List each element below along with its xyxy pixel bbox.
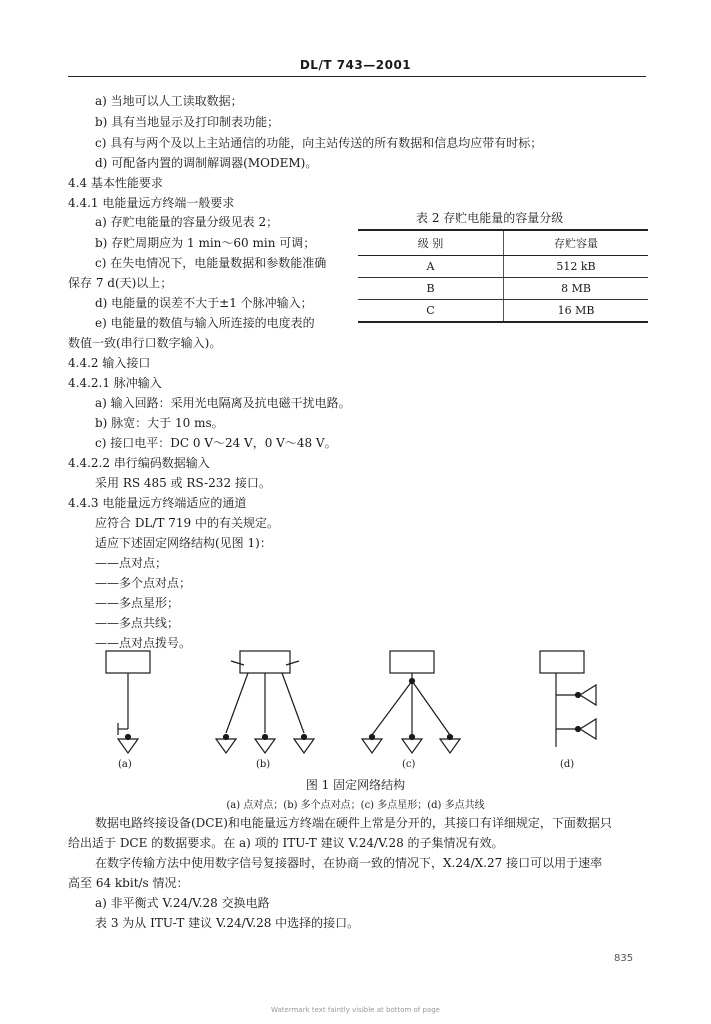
- unbalanced-circuit-item: a) 非平衡式 V.24/V.28 交换电路: [95, 896, 270, 910]
- dce-paragraph-line1: 数据电路终接设备(DCE)和电能量远方终端在硬件上常是分开的，其接口有详细规定，下面数据只: [95, 816, 612, 830]
- table-2-caption: 表 2 存贮电能量的容量分级: [416, 211, 564, 225]
- terminal-icon: [255, 739, 275, 753]
- section-4-4-2-1-heading: 4.4.2.1 脉冲输入: [68, 376, 162, 390]
- item-c-powerloss-cont: 保存 7 d(天)以上；: [68, 276, 173, 290]
- page-number: 835: [614, 953, 634, 964]
- diagram-c-multi-point-star: [362, 651, 460, 753]
- section-4-4-2-2-heading: 4.4.2.2 串行编码数据输入: [68, 456, 210, 470]
- table-cell-capacity: 8 MB: [504, 278, 649, 300]
- item-c-comm: c) 具有与两个及以上主站通信的功能，向主站传送的所有数据和信息均应带有时标；: [95, 136, 543, 150]
- table-2-header-capacity: 存贮容量: [504, 230, 649, 256]
- pulse-item-a: a) 输入回路：采用光电隔离及抗电磁干扰电路。: [95, 396, 351, 410]
- item-b-period: b) 存贮周期应为 1 min～60 min 可调；: [95, 236, 316, 250]
- figure-sublabel-c: (c): [402, 759, 416, 770]
- master-station-box: [540, 651, 584, 673]
- footer-watermark: Watermark text faintly visible at bottom of page: [271, 1006, 440, 1014]
- diagram-a-point-to-point: [106, 651, 150, 753]
- table-row: [358, 300, 648, 323]
- table-cell-level: C: [358, 300, 504, 323]
- terminal-icon: [294, 739, 314, 753]
- item-a-capacity: a) 存贮电能量的容量分级见表 2；: [95, 215, 279, 229]
- running-header: DL/T 743—2001: [299, 58, 412, 72]
- network-intro: 适应下述固定网络结构(见图 1)：: [95, 536, 272, 550]
- terminal-icon: [216, 739, 236, 753]
- master-station-box: [390, 651, 434, 673]
- table-2-header-level: 级 别: [358, 230, 504, 256]
- network-bus: ——多点共线；: [95, 616, 180, 630]
- terminal-icon: [580, 685, 596, 705]
- section-4-4-3-heading: 4.4.3 电能量远方终端适应的通道: [68, 496, 247, 510]
- table-2: [358, 229, 648, 323]
- table-cell-level: B: [358, 278, 504, 300]
- figure-sublabel-a: (a): [118, 759, 132, 770]
- diagram-d-multi-point-bus: [540, 651, 596, 747]
- table-row: [358, 278, 648, 300]
- master-station-box: [106, 651, 150, 673]
- section-4-4-2-heading: 4.4.2 输入接口: [68, 356, 151, 370]
- terminal-icon: [440, 739, 460, 753]
- item-a-manual-read: a) 当地可以人工读取数据；: [95, 94, 243, 108]
- diagram-b-multi-point-to-point: [216, 651, 314, 753]
- network-star: ——多点星形；: [95, 596, 180, 610]
- terminal-icon: [402, 739, 422, 753]
- item-d-error: d) 电能量的误差不大于±1 个脉冲输入；: [95, 296, 313, 310]
- dce-paragraph-line2: 给出适于 DCE 的数据要求。在 a) 项的 ITU-T 建议 V.24/V.28 的子集情况有效。: [68, 836, 504, 850]
- figure-1-network-diagram: [0, 645, 711, 775]
- item-e-consistency-cont: 数值一致(串行口数字输入)。: [68, 336, 222, 350]
- figure-1-caption: (a) 点对点；(b) 多个点对点；(c) 多点星形；(d) 多点共线: [226, 800, 485, 811]
- pulse-item-c: c) 接口电平：DC 0 V～24 V，0 V～48 V。: [95, 436, 337, 450]
- terminal-icon: [362, 739, 382, 753]
- channel-compliance: 应符合 DL/T 719 中的有关规定。: [95, 516, 279, 530]
- figure-1-title: 图 1 固定网络结构: [305, 778, 406, 792]
- figure-sublabel-b: (b): [256, 759, 271, 770]
- master-station-box: [240, 651, 290, 673]
- network-multi-p2p: ——多个点对点；: [95, 576, 192, 590]
- network-dialup: ——点对点拨号。: [95, 636, 192, 650]
- table-cell-level: A: [358, 256, 504, 278]
- table-cell-capacity: 16 MB: [504, 300, 649, 323]
- table-3-intro: 表 3 为从 ITU-T 建议 V.24/V.28 中选择的接口。: [95, 916, 360, 930]
- section-4-4-heading: 4.4 基本性能要求: [68, 176, 163, 190]
- mux-paragraph-line2: 高至 64 kbit/s 情况：: [68, 876, 189, 890]
- item-e-consistency: e) 电能量的数值与输入所连接的电度表的: [95, 316, 315, 330]
- table-row: [358, 256, 648, 278]
- table-cell-capacity: 512 kB: [504, 256, 649, 278]
- network-p2p: ——点对点；: [95, 556, 168, 570]
- header-rule: [68, 76, 646, 77]
- pulse-item-b: b) 脉宽：大于 10 ms。: [95, 416, 224, 430]
- item-c-powerloss: c) 在失电情况下，电能量数据和参数能准确: [95, 256, 327, 270]
- figure-sublabel-d: (d): [560, 759, 575, 770]
- mux-paragraph-line1: 在数字传输方法中使用数字信号复接器时，在协商一致的情况下，X.24/X.27 接口可以用于速率: [95, 856, 603, 870]
- terminal-icon: [580, 719, 596, 739]
- item-d-modem: d) 可配备内置的调制解调器(MODEM)。: [95, 156, 318, 170]
- section-4-4-1-heading: 4.4.1 电能量远方终端一般要求: [68, 196, 235, 210]
- item-b-print: b) 具有当地显示及打印制表功能；: [95, 115, 280, 129]
- terminal-icon: [118, 739, 138, 753]
- serial-input-text: 采用 RS 485 或 RS-232 接口。: [95, 476, 271, 490]
